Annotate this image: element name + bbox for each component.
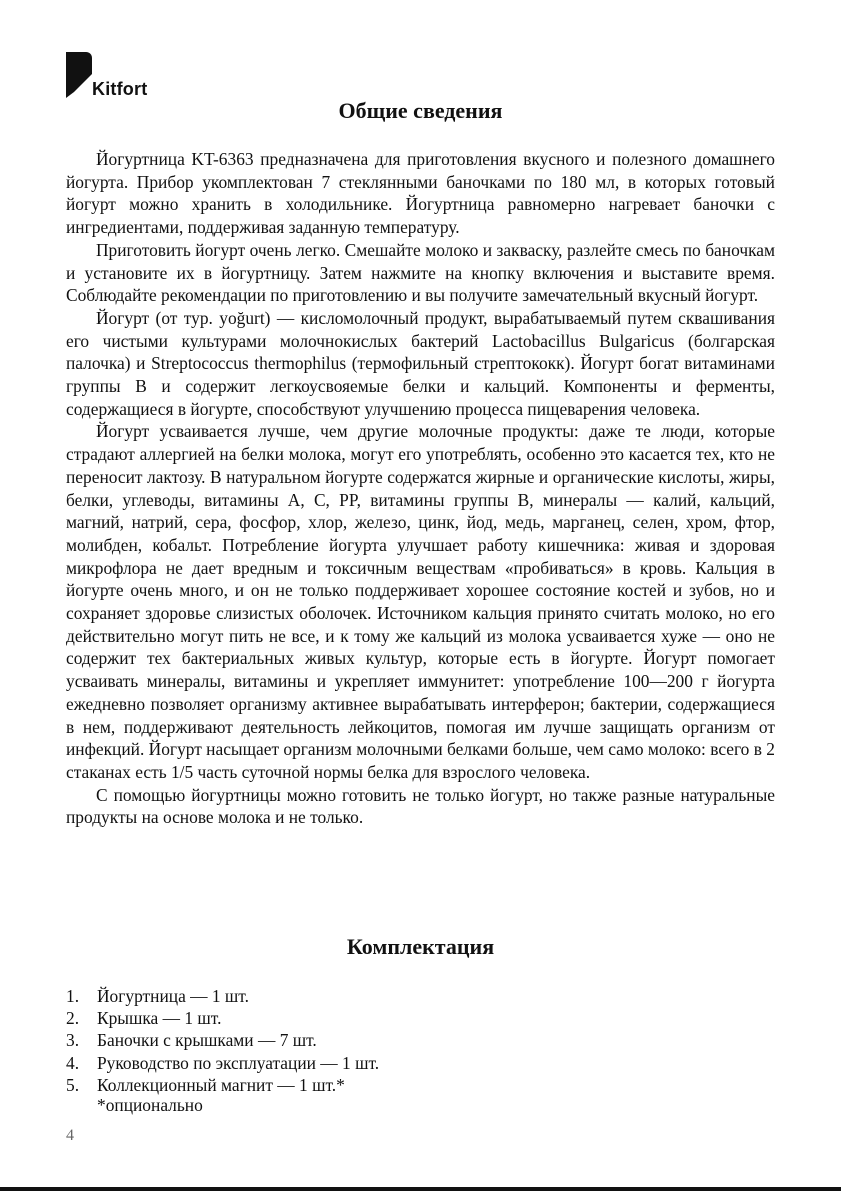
list-item-text: Йогуртница — 1 шт. — [97, 986, 249, 1006]
list-item — [66, 1029, 775, 1051]
list-item-number: 4. — [66, 1052, 80, 1073]
paragraph: Йогурт (от тур. yoğurt) — кисломолочный продукт, вырабатываемый путем сквашивания его чистыми культурами молочнокислых бактерий Lactobacillus Bulgaricus (болгарская палочка) и Streptococcus thermophilus (термофильный стрептококк). Йогурт богат витаминами группы B и содержит легкоусвояемые белки и кальций. Компоненты и ферменты, содержащиеся в йогурте, способствуют улучшению процесса пищеварения человека. — [66, 307, 775, 419]
list-item — [66, 985, 775, 1007]
list-item-text: Коллекционный магнит — 1 шт.* — [97, 1074, 345, 1095]
list-item-number: 5. — [66, 1074, 80, 1095]
section-title-general: Общие сведения — [338, 98, 503, 123]
list-item — [66, 1052, 775, 1074]
optional-note: *опционально — [97, 1095, 203, 1115]
paragraph: Приготовить йогурт очень легко. Смешайте молоко и закваску, разлейте смесь по баночкам и установите их в йогуртницу. Затем нажмите на кнопку включения и выставите время. Соблюдайте рекомендации по приготовлению и вы получите замечательный вкусный йогурт. — [66, 239, 775, 306]
paragraph: Йогуртница KT-6363 предназначена для приготовления вкусного и полезного домашнего йогурта. Прибор укомплектован 7 стеклянными баночками по 180 мл, в которых готовый йогурт можно хранить в холодильнике. Йогуртница равномерно нагревает баночки с ингредиентами, поддерживая заданную температуру. — [66, 149, 775, 238]
kitfort-logo-icon — [66, 52, 92, 98]
list-item-number: 1. — [66, 986, 80, 1006]
list-item-text: Баночки с крышками — 7 шт. — [97, 1030, 317, 1051]
list-item-number: 2. — [66, 1008, 80, 1029]
paragraph: Йогурт усваивается лучше, чем другие молочные продукты: даже те люди, которые страдают аллергией на белки молока, могут его употреблять, особенно это касается тех, кто не переносит лактозу. В натуральном йогурте содержатся жирные и органические кислоты, жиры, белки, углеводы, витамины A, C, PP, витамины группы B, минералы — калий, кальций, магний, натрий, сера, фосфор, хлор, железо, цинк, йод, медь, марганец, селен, хром, фтор, молибден, кобальт. Потребление йогурта улучшает работу кишечника: живая и здоровая микрофлора не дает вредным и токсичным веществам «пробиваться» в кровь. Кальция в йогурте очень много, и он не только поддерживает хорошее состояние костей и зубов, но и сохраняет здоровье слизистых оболочек. Источником кальция принято считать молоко, но его действительно могут пить не все, и к тому же кальций из молока усваивается хуже — оно не содержит тех бактериальных живых культур, которые есть в йогурте. Йогурт помогает усваивать минералы, витамины и укрепляет иммунитет: употребление 100—200 г йогурта ежедневно позволяет организму активнее вырабатывать интерферон; бактерии, содержащиеся в нем, поддерживают деятельность лейкоцитов, помогая им лучше защищать организм от инфекций. Йогурт насыщает организм молочными белками больше, чем само молоко: всего в 2 стаканах есть 1/5 часть суточной нормы белка для взрослого человека. — [66, 421, 775, 782]
list-item-number: 3. — [66, 1030, 80, 1051]
brand-name: Kitfort — [92, 79, 148, 99]
bottom-border — [0, 1187, 841, 1191]
package-list — [66, 985, 775, 1096]
list-item-text: Руководство по эксплуатации — 1 шт. — [97, 1052, 380, 1073]
list-item — [66, 1007, 775, 1029]
general-body — [66, 148, 775, 829]
section-title-package: Комплектация — [346, 934, 495, 959]
brand-logo — [66, 52, 176, 100]
list-item-text: Крышка — 1 шт. — [97, 1008, 222, 1029]
page-number: 4 — [66, 1127, 74, 1144]
list-item — [66, 1074, 775, 1096]
paragraph: С помощью йогуртницы можно готовить не только йогурт, но также разные натуральные продукты на основе молока и не только. — [66, 784, 775, 828]
